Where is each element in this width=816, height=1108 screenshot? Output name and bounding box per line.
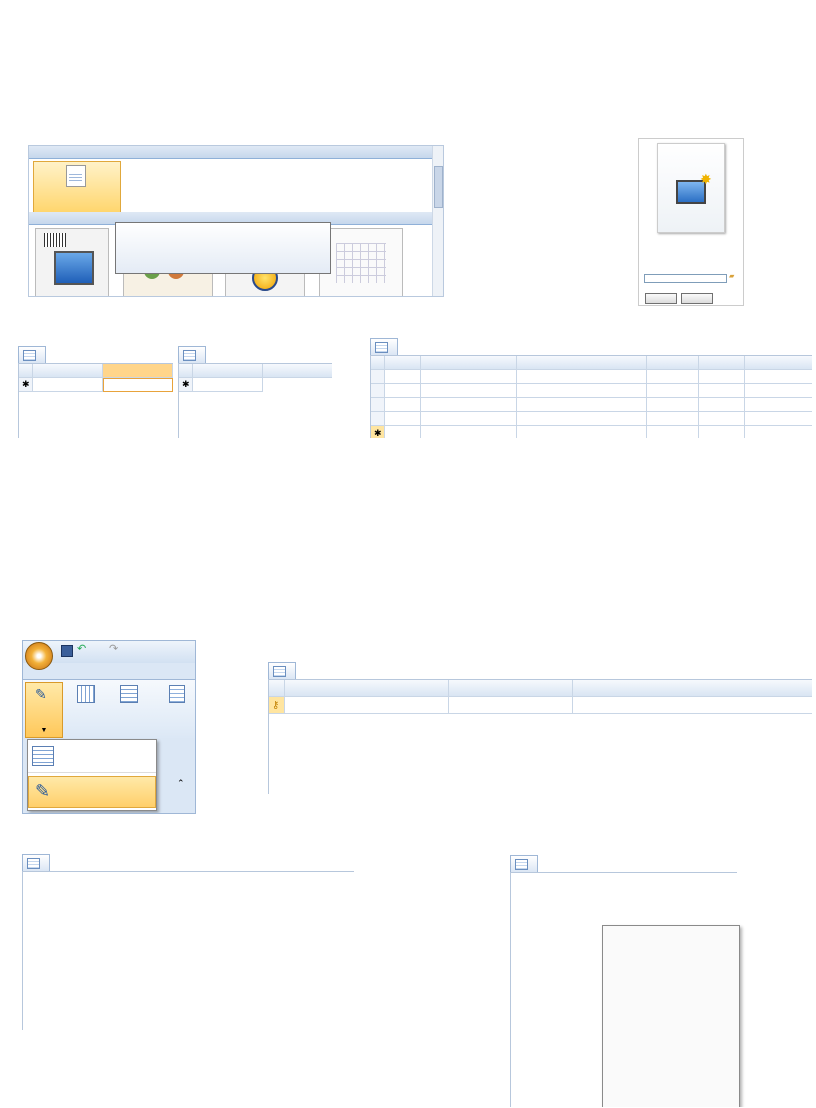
table-cell[interactable]	[517, 412, 647, 426]
table-cell[interactable]	[745, 384, 812, 398]
chevron-down-icon: ▼	[40, 727, 48, 734]
fig-3-5-ribbon	[22, 640, 196, 814]
table-cell[interactable]	[699, 412, 745, 426]
mode-button[interactable]	[25, 682, 63, 738]
create-button[interactable]	[645, 293, 677, 304]
table-cell-empty[interactable]	[517, 426, 647, 438]
fig33-tab-right[interactable]	[178, 346, 206, 363]
template-thumb-4[interactable]	[319, 228, 403, 297]
fig-3-6-design-view	[268, 662, 812, 794]
fig37-tab[interactable]	[22, 854, 50, 871]
folder-icon[interactable]: ▰	[729, 273, 735, 280]
table-cell[interactable]	[421, 412, 517, 426]
table-cell[interactable]	[385, 412, 421, 426]
table-cell[interactable]	[699, 370, 745, 384]
table-cell[interactable]	[699, 384, 745, 398]
col-header-code[interactable]	[193, 364, 263, 378]
table-cell-empty[interactable]	[699, 426, 745, 438]
table-cell[interactable]	[517, 398, 647, 412]
sparkle-icon: ✸	[700, 171, 712, 187]
panel-scrollbar[interactable]	[432, 146, 443, 296]
ribbon-group	[23, 679, 195, 738]
cell-code-new[interactable]	[193, 378, 263, 392]
table-cell[interactable]	[517, 370, 647, 384]
new-field-button[interactable]	[67, 682, 105, 736]
table-cell[interactable]	[745, 398, 812, 412]
table-cell[interactable]	[647, 398, 699, 412]
table-cell[interactable]	[647, 384, 699, 398]
add-fields-icon	[120, 685, 138, 703]
add-fields-button[interactable]	[107, 682, 151, 736]
table-icon	[273, 666, 286, 677]
new-field-icon	[77, 685, 95, 703]
barcode-icon	[44, 233, 66, 247]
field-name-cell[interactable]	[285, 697, 449, 714]
col-header-6[interactable]	[745, 356, 812, 370]
fig-3-1-new-db-panel	[28, 145, 444, 297]
table-icon	[23, 350, 36, 361]
menu-item-datasheet[interactable]	[28, 740, 156, 773]
calendar-icon	[336, 243, 386, 283]
design-icon: ✎	[35, 781, 51, 801]
fig-3-7-field-list	[22, 854, 354, 1030]
file-name-input[interactable]	[644, 274, 727, 283]
row-selector-header	[371, 356, 385, 370]
datasheet-icon	[32, 746, 54, 766]
fig34-grid	[370, 355, 812, 438]
lookup-icon	[169, 685, 185, 703]
cancel-button[interactable]	[681, 293, 713, 304]
col-header-2[interactable]	[421, 356, 517, 370]
new-row-marker: ✱	[19, 378, 33, 392]
table-cell[interactable]	[699, 398, 745, 412]
table-cell[interactable]	[421, 398, 517, 412]
table-cell[interactable]	[517, 384, 647, 398]
table-cell[interactable]	[421, 370, 517, 384]
new-db-tile[interactable]	[33, 161, 121, 213]
fig36-grid	[268, 679, 812, 794]
undo-icon[interactable]: ↶	[77, 643, 87, 655]
col-header-description[interactable]	[573, 680, 812, 697]
office-button[interactable]	[25, 642, 53, 670]
row-selector[interactable]	[371, 412, 385, 426]
col-header-data-type[interactable]	[449, 680, 573, 697]
table-cell[interactable]	[421, 384, 517, 398]
pencil-ruler-icon: ✎	[35, 686, 47, 702]
table-icon	[27, 858, 40, 869]
col-header-5[interactable]	[699, 356, 745, 370]
monitor-icon	[54, 251, 94, 285]
table-icon	[375, 342, 388, 353]
save-icon[interactable]	[61, 645, 73, 657]
row-selector[interactable]	[371, 398, 385, 412]
col-header-field-name[interactable]	[285, 680, 449, 697]
cell-code-new[interactable]	[33, 378, 103, 392]
fig-3-8-context-menu	[510, 855, 812, 1107]
table-icon	[183, 350, 196, 361]
new-db-preview	[657, 143, 725, 233]
fig33-left-grid	[18, 363, 173, 438]
col-header-3[interactable]	[517, 356, 647, 370]
row-selector[interactable]	[371, 384, 385, 398]
blank-db-icon	[66, 165, 86, 187]
menu-item-design[interactable]	[28, 776, 156, 808]
table-cell-empty[interactable]	[745, 426, 812, 438]
table-icon	[515, 859, 528, 870]
new-row-marker: ✱	[179, 378, 193, 392]
data-type-cell[interactable]	[449, 697, 573, 714]
table-cell[interactable]	[647, 412, 699, 426]
cell-add-field[interactable]	[103, 378, 173, 392]
row-selector[interactable]	[371, 370, 385, 384]
new-row-marker: ✱	[371, 426, 385, 438]
tooltip	[115, 222, 331, 274]
mode-menu	[27, 739, 157, 811]
lookup-column-button[interactable]	[153, 682, 196, 736]
collapse-icon[interactable]: ⌃	[177, 778, 185, 788]
redo-icon[interactable]: ↷	[109, 643, 119, 655]
fig33-tab-left[interactable]	[18, 346, 46, 363]
key-row-marker-icon: ⚷	[269, 697, 285, 714]
context-menu	[602, 925, 740, 1107]
table-cell[interactable]	[745, 370, 812, 384]
fig36-tab[interactable]	[268, 662, 296, 679]
col-header-4[interactable]	[647, 356, 699, 370]
table-cell[interactable]	[385, 370, 421, 384]
quick-access-bar	[23, 641, 195, 663]
fig33-right-grid	[178, 363, 332, 438]
col-header-add-field[interactable]	[103, 364, 173, 378]
cell-code-new[interactable]	[385, 426, 421, 438]
fig37-grid	[22, 871, 354, 1030]
col-header-code[interactable]	[33, 364, 103, 378]
table-cell[interactable]	[745, 412, 812, 426]
table-cell[interactable]	[647, 370, 699, 384]
fig34-tab[interactable]	[370, 338, 398, 355]
table-cell-empty[interactable]	[421, 426, 517, 438]
col-header-1[interactable]	[385, 356, 421, 370]
fig-3-3-add-field	[14, 346, 332, 438]
fig-3-4-books-table	[368, 338, 812, 438]
table-cell[interactable]	[385, 398, 421, 412]
table-cell[interactable]	[385, 384, 421, 398]
fig38-tab[interactable]	[510, 855, 538, 872]
section-new-db-header	[29, 146, 443, 159]
fig-3-2-new-db-pane	[638, 138, 744, 306]
table-cell-empty[interactable]	[647, 426, 699, 438]
template-thumb-1[interactable]	[35, 228, 109, 297]
